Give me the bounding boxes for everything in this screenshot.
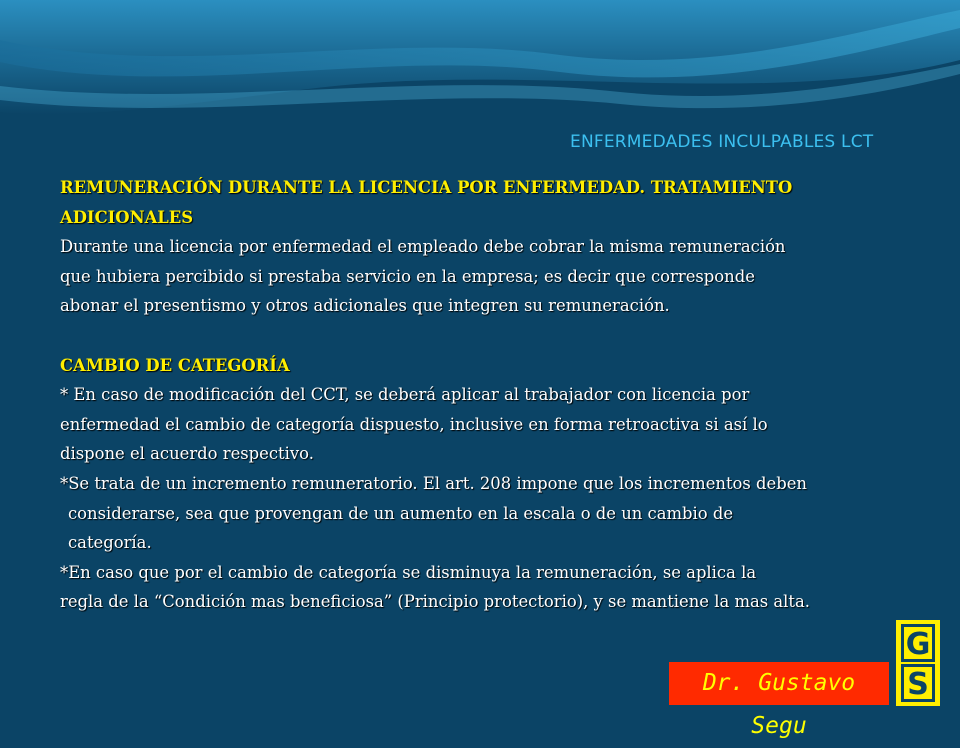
logo-letter-g: G bbox=[901, 624, 935, 662]
paragraph-line: enfermedad el cambio de categoría dispuesto, inclusive en forma retroactiva si así lo bbox=[60, 414, 768, 434]
heading-remuneracion: REMUNERACIÓN DURANTE LA LICENCIA POR ENFERMEDAD. TRATAMIENTO bbox=[60, 178, 793, 197]
gs-logo bbox=[896, 620, 940, 706]
paragraph-line: *En caso que por el cambio de categoría se disminuya la remuneración, se aplica la bbox=[60, 562, 757, 582]
paragraph-line: considerarse, sea que provengan de un aumento en la escala o de un cambio de bbox=[68, 503, 734, 523]
logo-letter-s: S bbox=[901, 664, 935, 702]
author-signature: Dr. Gustavo Segu bbox=[669, 662, 889, 705]
paragraph-line: regla de la “Condición mas beneficiosa” (Principio protectorio), y se mantiene la mas alta. bbox=[60, 592, 810, 612]
slide-body bbox=[60, 173, 920, 617]
heading-cambio-categoria: CAMBIO DE CATEGORÍA bbox=[60, 355, 290, 375]
paragraph-line: Durante una licencia por enfermedad el empleado debe cobrar la misma remuneración bbox=[60, 237, 786, 257]
paragraph-line: abonar el presentismo y otros adicionales que integren su remuneración. bbox=[60, 296, 670, 316]
paragraph-line: dispone el acuerdo respectivo. bbox=[60, 444, 314, 464]
spacer bbox=[60, 321, 920, 351]
paragraph-line: *Se trata de un incremento remuneratorio. El art. 208 impone que los incrementos deben bbox=[60, 473, 807, 493]
paragraph-line: que hubiera percibido si prestaba servicio en la empresa; es decir que corresponde bbox=[60, 266, 755, 286]
slide-title: ENFERMEDADES INCULPABLES LCT bbox=[570, 132, 874, 152]
paragraph-line: categoría. bbox=[68, 533, 152, 553]
paragraph-line: * En caso de modificación del CCT, se deberá aplicar al trabajador con licencia por bbox=[60, 385, 750, 405]
heading-adicionales: ADICIONALES bbox=[60, 207, 194, 227]
